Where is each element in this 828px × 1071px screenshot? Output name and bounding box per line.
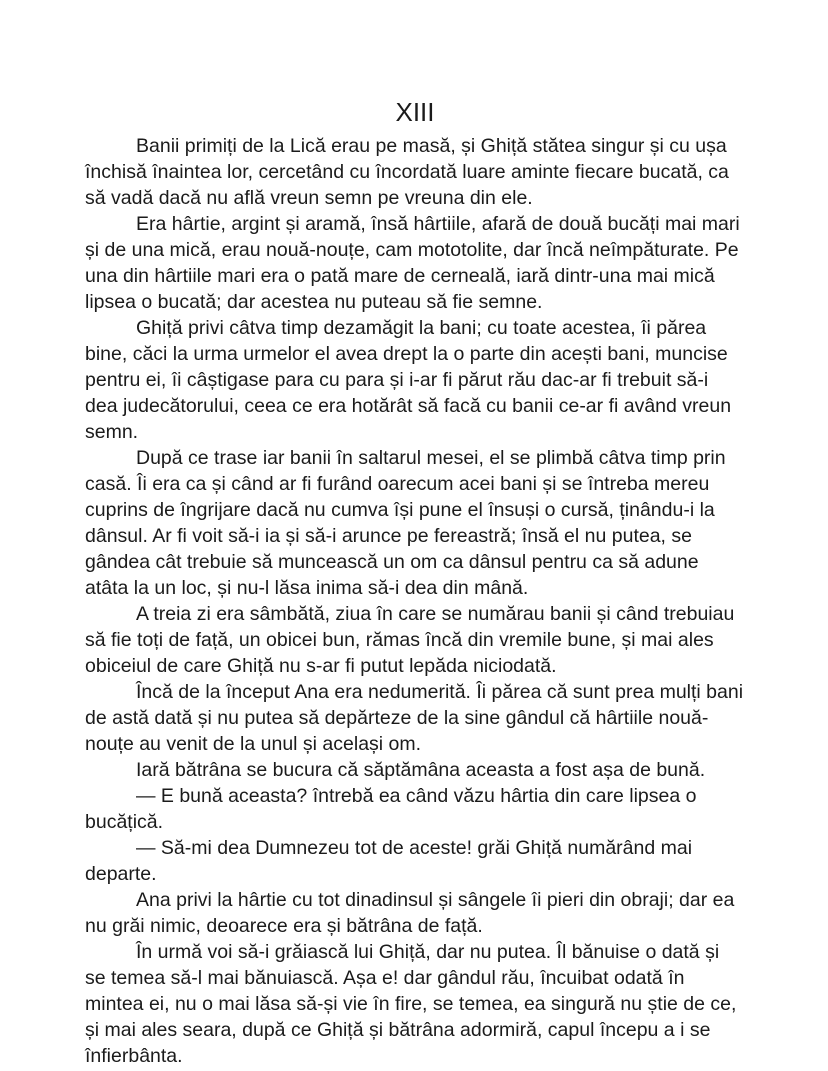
paragraph: După ce trase iar banii în saltarul mesei, el se plimbă câtva timp prin casă. Îi era ca și când ar fi furând oarecum acei bani și se întreba mereu cuprins de îngrijare dacă nu cumva își pune el însuși o cursă, ținându-i la dânsul. Ar fi voit să-i ia și să-i arunce pe fereastră; însă el nu putea, se gândea cât trebuie să muncească un om ca dânsul pentru ca să adune atâta la un loc, și nu-l lăsa inima să-i dea din mână.: [85, 447, 726, 599]
paragraph: În urmă voi să-i grăiască lui Ghiță, dar nu putea. Îl bănuise o dată și se temea să-l mai bănuiască. Așa e! dar gândul rău, încuibat odată în mintea ei, nu o mai lăsa să-și vie în fire, se temea, ea singură nu știe de ce, și mai ales seara, după ce Ghiță și bătrâna adormiră, capul începu a i se înfierbânta.: [85, 941, 737, 1067]
paragraph: Încă de la început Ana era nedumerită. Îi părea că sunt prea mulți bani de astă dată și nu putea să depărteze de la sine gândul că hârtiile nouă-nouțe au venit de la unul și același om.: [85, 681, 744, 755]
paragraph: Ghiță privi câtva timp dezamăgit la bani; cu toate acestea, îi părea bine, căci la urma urmelor el avea drept la o parte din acești bani, muncise pentru ei, îi câștigase para cu para și i-ar fi părut rău dac-ar fi trebuit să-i dea judecătorului, ceea ce era hotărât să facă cu banii ce-ar fi având vreun semn.: [85, 317, 732, 443]
paragraph: A treia zi era sâmbătă, ziua în care se numărau banii și când trebuiau să fie toți de față, un obicei bun, rămas încă din vremile bune, și mai ales obiceiul de care Ghiță nu s-ar fi putut lepăda niciodată.: [85, 603, 735, 677]
paragraph: Iară bătrâna se bucura că săptămâna aceasta a fost așa de bună.: [136, 759, 706, 781]
chapter-title: XIII: [395, 97, 435, 127]
paragraph: Era hârtie, argint și aramă, însă hârtiile, afară de două bucăți mai mari și de una mică, erau nouă-nouțe, cam mototolite, dar încă neîmpăturate. Pe una din hârtiile mari era o pată mare de cerneală, iară dintr-una mai mică lipsea o bucată; dar acestea nu puteau să fie semne.: [85, 213, 740, 313]
paragraph: Banii primiți de la Lică erau pe masă, și Ghiță stătea singur și cu ușa închisă înaintea lor, cercetând cu încordată luare aminte fiecare bucată, ca să vadă dacă nu află vreun semn pe vreuna din ele.: [85, 135, 729, 209]
paragraph: — Să-mi dea Dumnezeu tot de aceste! grăi Ghiță numărând mai departe.: [85, 837, 693, 885]
paragraph: Ana privi la hârtie cu tot dinadinsul și sângele îi pieri din obraji; dar ea nu grăi nimic, deoarece era și bătrâna de față.: [85, 889, 735, 937]
document-body: [85, 133, 745, 1069]
paragraph: — E bună aceasta? întrebă ea când văzu hârtia din care lipsea o bucățică.: [85, 785, 697, 833]
